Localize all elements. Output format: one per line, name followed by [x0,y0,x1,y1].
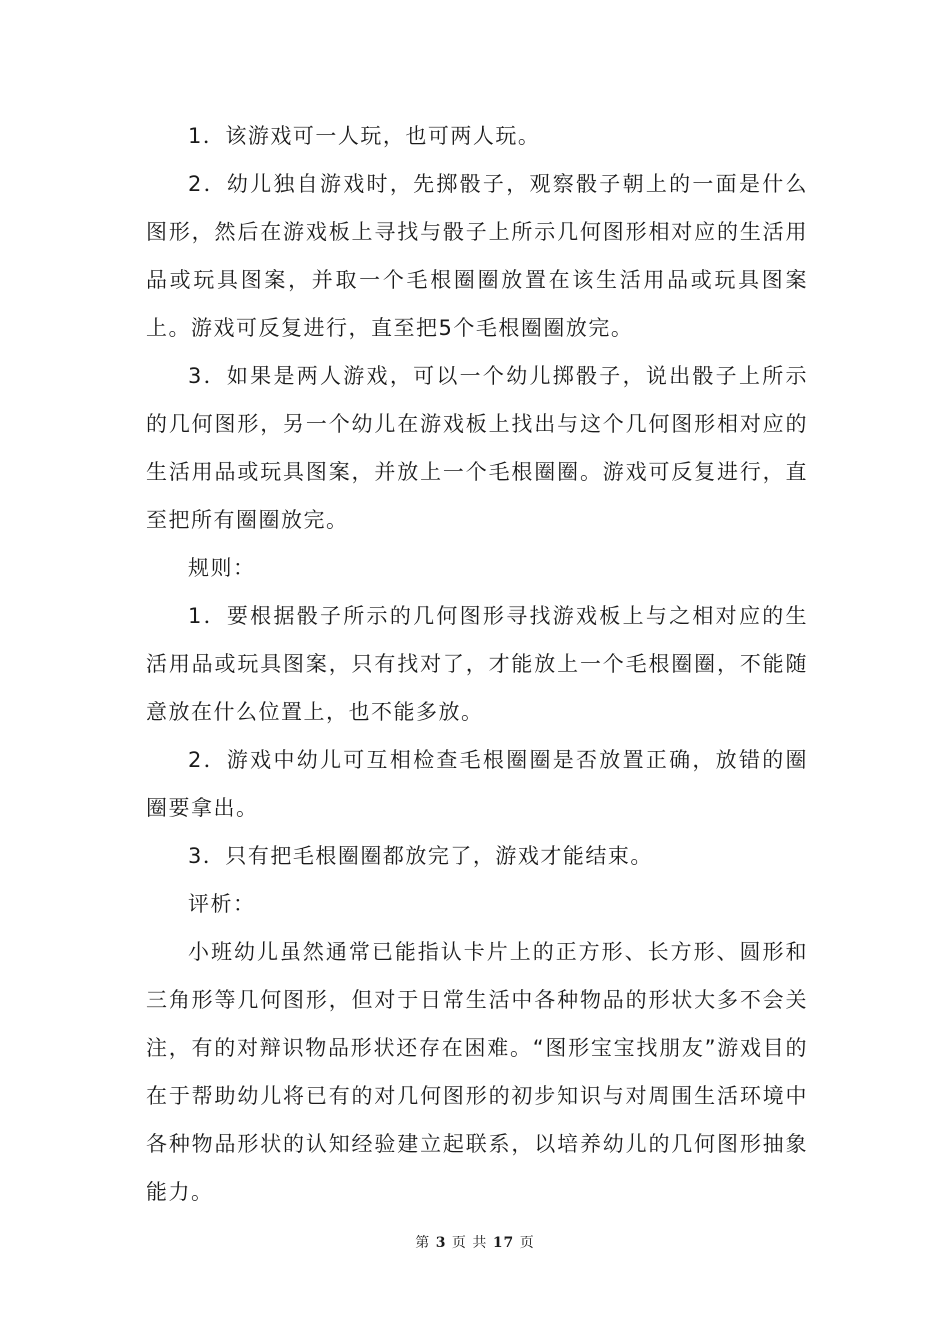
footer-suffix: 页 [519,1235,535,1251]
section-heading-rules: 规则： [188,556,256,580]
footer-prefix: 第 [415,1235,431,1251]
paragraph-analysis: 小班幼儿虽然通常已能指认卡片上的正方形、长方形、圆形和三角形等几何图形，但对于日常生活中各种物品的形状大多不会关注，有的对辩识物品形状还存在困难。“图形宝宝找朋友”游戏目的在于帮助幼儿将已有的对几何图形的初步知识与对周围生活环境中各种物品形状的认知经验建立起联系，以培养幼儿的几何图形抽象能力。 [146,940,808,1204]
paragraph-regulation-1: 1．要根据骰子所示的几何图形寻找游戏板上与之相对应的生活用品或玩具图案，只有找对了，才能放上一个毛根圈圈，不能随意放在什么位置上，也不能多放。 [146,604,808,724]
footer-middle: 页 共 [451,1235,488,1251]
paragraph-rule-3: 3．如果是两人游戏，可以一个幼儿掷骰子，说出骰子上所示的几何图形，另一个幼儿在游戏板上找出与这个几何图形相对应的生活用品或玩具图案，并放上一个毛根圈圈。游戏可反复进行，直至把所有圈圈放完。 [146,364,808,532]
footer-total-pages: 17 [492,1235,515,1251]
section-heading-analysis: 评析： [188,892,256,916]
paragraph-rule-2: 2．幼儿独自游戏时，先掷骰子，观察骰子朝上的一面是什么图形，然后在游戏板上寻找与骰子上所示几何图形相对应的生活用品或玩具图案，并取一个毛根圈圈放置在该生活用品或玩具图案上。游戏可反复进行，直至把5个毛根圈圈放完。 [146,172,808,340]
paragraph-regulation-2: 2．游戏中幼儿可互相检查毛根圈圈是否放置正确，放错的圈圈要拿出。 [146,748,808,820]
page-footer [0,1232,950,1252]
paragraph-regulation-3: 3．只有把毛根圈圈都放完了，游戏才能结束。 [188,844,653,868]
footer-current-page: 3 [435,1235,447,1251]
document-body [146,112,808,1216]
paragraph-rule-1: 1．该游戏可一人玩，也可两人玩。 [188,124,541,148]
